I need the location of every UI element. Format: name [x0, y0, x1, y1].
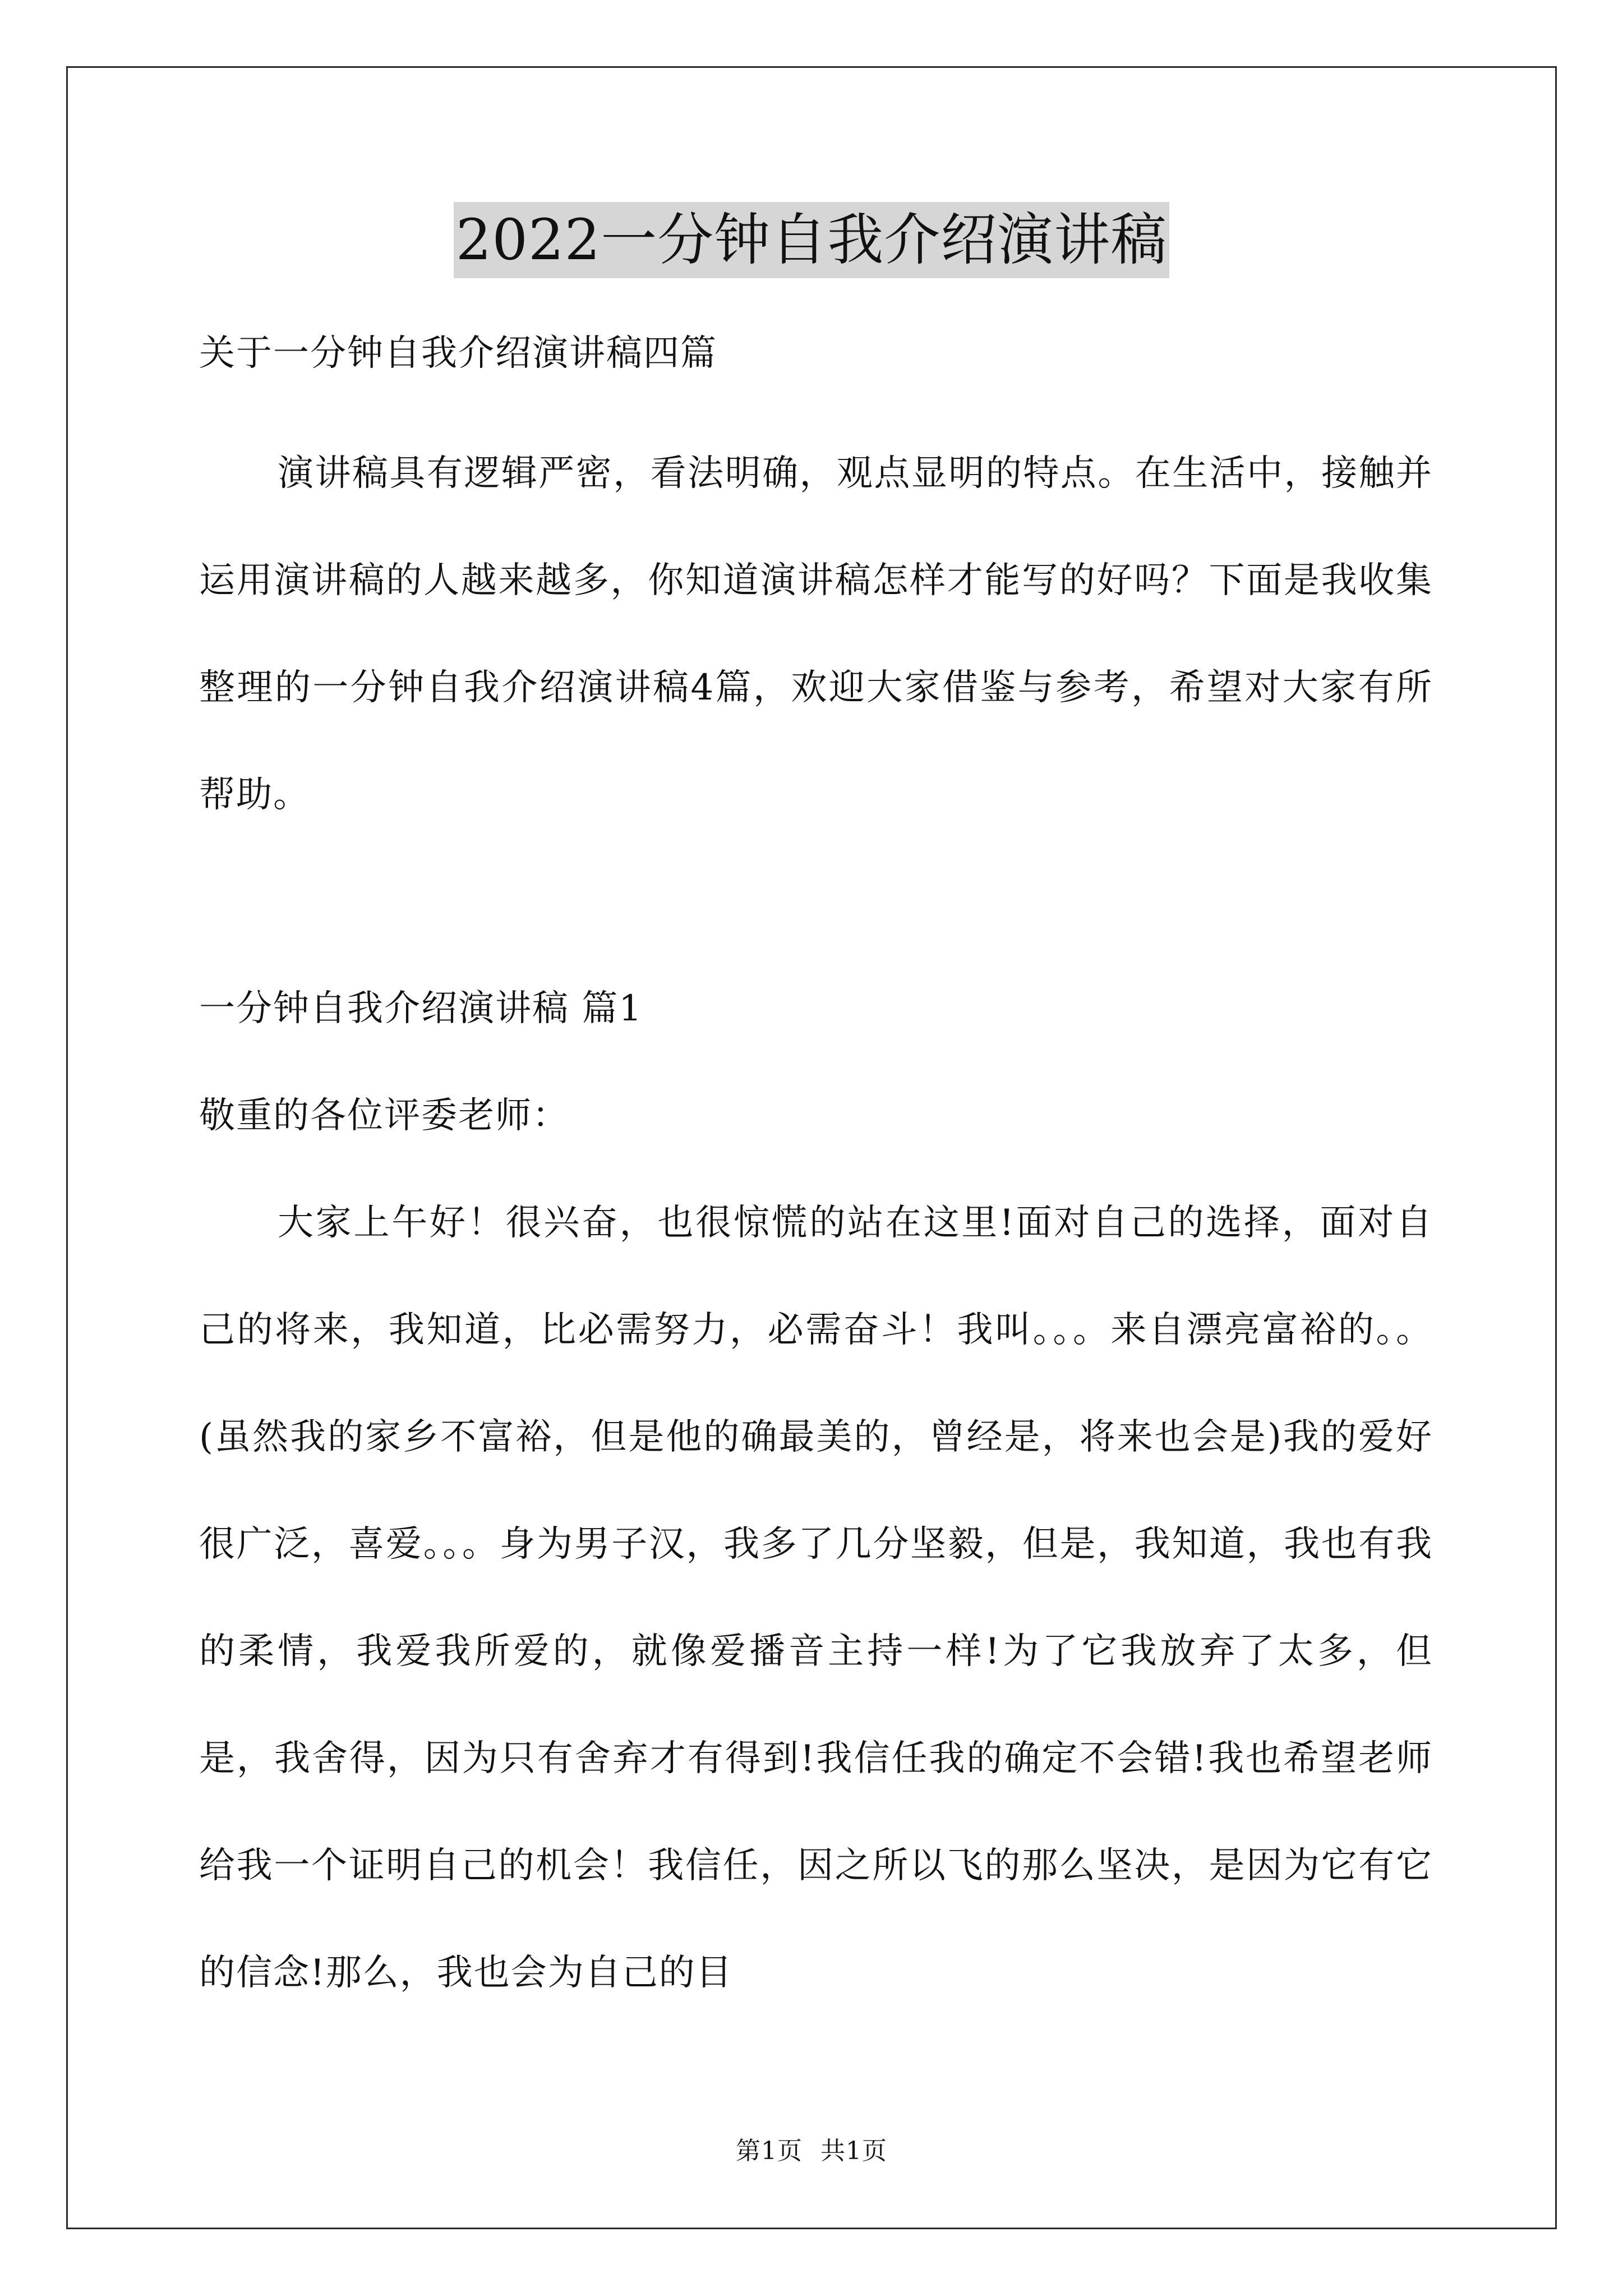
document-title: 2022一分钟自我介绍演讲稿 — [454, 202, 1170, 278]
title-container — [0, 202, 1623, 278]
body-paragraph: 大家上午好！很兴奋，也很惊慌的站在这里!面对自己的选择，面对自己的将来，我知道，比必需努力，必需奋斗！我叫。。。来自漂亮富裕的。。(虽然我的家乡不富裕，但是他的确最美的，曾经是，将来也会是)我的爱好很广泛，喜爱。。。身为男子汉，我多了几分坚毅，但是，我知道，我也有我的柔情，我爱我所爱的，就像爱播音主持一样!为了它我放弃了太多，但是，我舍得，因为只有舍弃才有得到!我信任我的确定不会错!我也希望老师给我一个证明自己的机会！我信任，因之所以飞的那么坚决，是因为它有它的信念!那么，我也会为自己的目 — [199, 1202, 1433, 1994]
greeting-line: 敬重的各位评委老师： — [199, 1095, 569, 1137]
section-heading: 一分钟自我介绍演讲稿 篇1 — [199, 988, 643, 1029]
section-spacer — [199, 849, 1433, 955]
document-subtitle: 关于一分钟自我介绍演讲稿四篇 — [199, 333, 717, 374]
intro-paragraph: 演讲稿具有逻辑严密，看法明确，观点显明的特点。在生活中，接触并运用演讲稿的人越来越多，你知道演讲稿怎样才能写的好吗？下面是我收集整理的一分钟自我介绍演讲稿4篇，欢迎大家借鉴与参考，希望对大家有所帮助。 — [199, 453, 1433, 816]
page-number-current: 第1页 — [736, 2137, 803, 2165]
page-number-total: 共1页 — [820, 2137, 887, 2165]
page-footer — [0, 2131, 1623, 2166]
document-body — [199, 311, 1433, 2027]
